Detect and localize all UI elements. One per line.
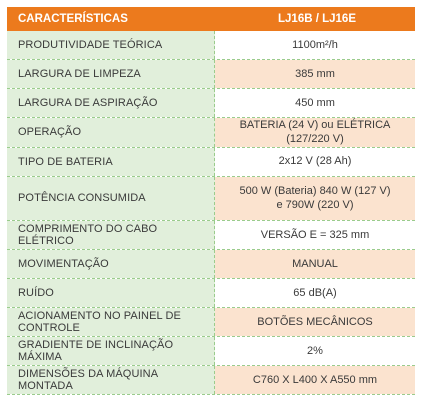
- header-value: LJ16B / LJ16E: [278, 13, 356, 25]
- row-label: LARGURA DE LIMPEZA: [7, 60, 215, 88]
- row-label: COMPRIMENTO DO CABO ELÉTRICO: [7, 221, 215, 249]
- table-row: [7, 60, 415, 89]
- table-row: [7, 366, 415, 395]
- table-row: [7, 177, 415, 221]
- row-label: DIMENSÕES DA MÁQUINA MONTADA: [7, 366, 215, 394]
- row-value: BOTÕES MECÂNICOS: [215, 308, 415, 336]
- row-value: 2%: [215, 337, 415, 365]
- row-value: 1100m²/h: [215, 31, 415, 59]
- table-row: [7, 279, 415, 308]
- table-header: [7, 7, 415, 31]
- row-label: PRODUTIVIDADE TEÓRICA: [7, 31, 215, 59]
- table-row: [7, 89, 415, 118]
- row-value-line: e 790W (220 V): [276, 199, 354, 212]
- row-value: 65 dB(A): [215, 279, 415, 307]
- row-value: C760 X L400 X A550 mm: [215, 366, 415, 394]
- table-body: [7, 31, 415, 395]
- table-row: [7, 308, 415, 337]
- header-label: CARACTERÍSTICAS: [18, 13, 128, 25]
- row-value: VERSÃO E = 325 mm: [215, 221, 415, 249]
- row-value: [215, 177, 415, 220]
- row-label: MOVIMENTAÇÃO: [7, 250, 215, 278]
- row-value-line: 500 W (Bateria) 840 W (127 V): [239, 185, 391, 197]
- row-value: 2x12 V (28 Ah): [215, 148, 415, 176]
- row-value: 385 mm: [215, 60, 415, 88]
- row-value: BATERIA (24 V) ou ELÉTRICA (127/220 V): [215, 118, 415, 147]
- table-row: [7, 118, 415, 148]
- row-label: OPERAÇÃO: [7, 118, 215, 147]
- table-row: [7, 31, 415, 60]
- table-row: [7, 148, 415, 177]
- row-label: LARGURA DE ASPIRAÇÃO: [7, 89, 215, 117]
- row-label: ACIONAMENTO NO PAINEL DE CONTROLE: [7, 308, 215, 336]
- row-label: RUÍDO: [7, 279, 215, 307]
- table-row: [7, 221, 415, 250]
- row-label: POTÊNCIA CONSUMIDA: [7, 177, 215, 220]
- table-row: [7, 250, 415, 279]
- spec-table: [7, 7, 415, 395]
- row-value: 450 mm: [215, 89, 415, 117]
- row-label: GRADIENTE DE INCLINAÇÃO MÁXIMA: [7, 337, 215, 365]
- row-label: TIPO DE BATERIA: [7, 148, 215, 176]
- table-row: [7, 337, 415, 366]
- row-value: MANUAL: [215, 250, 415, 278]
